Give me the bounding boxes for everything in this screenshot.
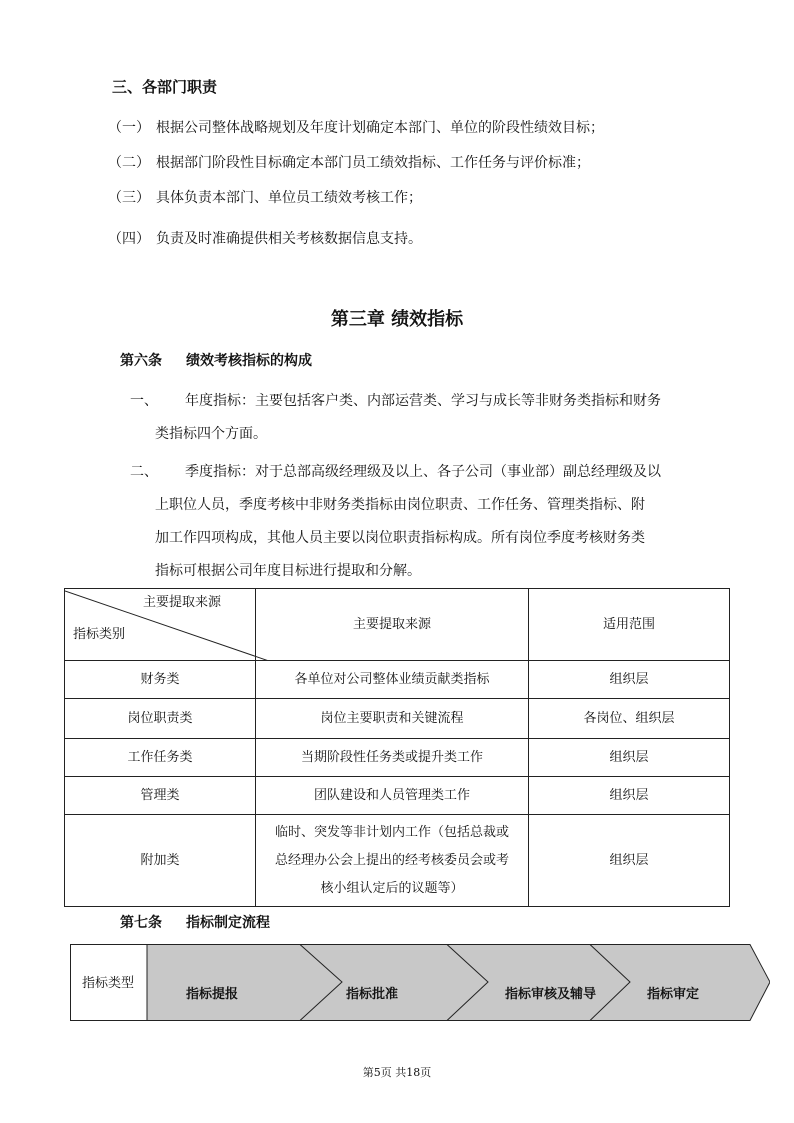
- chapter-title: 第三章 绩效指标: [330, 309, 464, 330]
- table-cell: 组织层: [529, 815, 730, 907]
- paragraph-line: 加工作四项构成，其他人员主要以岗位职责指标构成。所有岗位季度考核财务类: [155, 530, 645, 546]
- duty-item: [108, 117, 604, 137]
- process-flow: [70, 940, 770, 1026]
- paragraph-line: 年度指标：主要包括客户类、内部运营类、学习与成长等非财务类指标和财务: [185, 393, 661, 409]
- article-title: 绩效考核指标的构成: [186, 353, 312, 369]
- table-cell: 组织层: [529, 739, 730, 777]
- corner-top-label: 主要提取来源: [143, 595, 222, 610]
- flow-label: 指标类型: [82, 976, 135, 991]
- table-row: [65, 777, 730, 815]
- duty-number: （一）: [108, 120, 150, 136]
- article-heading: [120, 912, 270, 932]
- duty-item: [108, 152, 590, 172]
- paragraph-line: 指标可根据公司年度目标进行提取和分解。: [155, 563, 421, 579]
- paragraph-quarterly: [130, 456, 730, 591]
- duty-text: 负责及时准确提供相关考核数据信息支持。: [156, 231, 422, 247]
- table-cell: 管理类: [65, 777, 256, 815]
- article-title: 指标制定流程: [186, 915, 270, 931]
- flow-step: 指标提报: [186, 987, 239, 1002]
- table-cell-line: 总经理办公会上提出的经考核委员会或考: [274, 852, 509, 868]
- table-cell: 团队建设和人员管理类工作: [256, 777, 529, 815]
- table-cell: 岗位主要职责和关键流程: [256, 699, 529, 739]
- table-cell: 当期阶段性任务类或提升类工作: [256, 739, 529, 777]
- table-cell-line: 临时、突发等非计划内工作（包括总裁或: [274, 824, 509, 840]
- article-label: 第六条: [120, 353, 162, 369]
- table-row: [65, 739, 730, 777]
- duty-number: （三）: [108, 190, 150, 206]
- paragraph-number: 二、: [130, 464, 158, 480]
- paragraph-line: 上职位人员，季度考核中非财务类指标由岗位职责、工作任务、管理类指标、附: [155, 497, 645, 513]
- table-cell-line: 核小组认定后的议题等）: [320, 880, 464, 896]
- table-cell: 财务类: [65, 661, 256, 699]
- paragraph-line: 类指标四个方面。: [155, 426, 267, 442]
- table-header: 主要提取来源: [256, 589, 529, 661]
- paragraph-annual: [130, 385, 730, 455]
- table-cell: 岗位职责类: [65, 699, 256, 739]
- section-title: 三、各部门职责: [112, 78, 218, 96]
- flow-step: 指标审核及辅导: [505, 987, 597, 1002]
- duty-number: （二）: [108, 155, 150, 171]
- table-cell: 各岗位、组织层: [529, 699, 730, 739]
- indicator-table: [64, 588, 730, 907]
- duty-text: 根据部门阶段性目标确定本部门员工绩效指标、工作任务与评价标准；: [156, 155, 590, 171]
- table-corner-cell: [65, 589, 256, 661]
- flow-step: 指标批准: [346, 987, 399, 1002]
- paragraph-number: 一、: [130, 393, 158, 409]
- article-heading: [120, 350, 312, 370]
- corner-bottom-label: 指标类别: [73, 627, 126, 642]
- table-cell: [256, 815, 529, 907]
- table-row: [65, 661, 730, 699]
- table-cell: 附加类: [65, 815, 256, 907]
- table-header: 适用范围: [529, 589, 730, 661]
- duty-text: 根据公司整体战略规划及年度计划确定本部门、单位的阶段性绩效目标；: [156, 120, 604, 136]
- flow-step: 指标审定: [647, 987, 700, 1002]
- table-cell: 组织层: [529, 661, 730, 699]
- article-label: 第七条: [120, 915, 162, 931]
- duty-item: [108, 228, 422, 248]
- duty-number: （四）: [108, 231, 150, 247]
- table-cell: 各单位对公司整体业绩贡献类指标: [256, 661, 529, 699]
- table-cell: 工作任务类: [65, 739, 256, 777]
- table-row: [65, 699, 730, 739]
- page-footer: 第5页 共18页: [362, 1066, 432, 1079]
- duty-item: [108, 187, 422, 207]
- table-row: [65, 815, 730, 907]
- table-cell: 组织层: [529, 777, 730, 815]
- duty-text: 具体负责本部门、单位员工绩效考核工作；: [156, 190, 422, 206]
- paragraph-line: 季度指标：对于总部高级经理级及以上、各子公司（事业部）副总经理级及以: [185, 464, 661, 480]
